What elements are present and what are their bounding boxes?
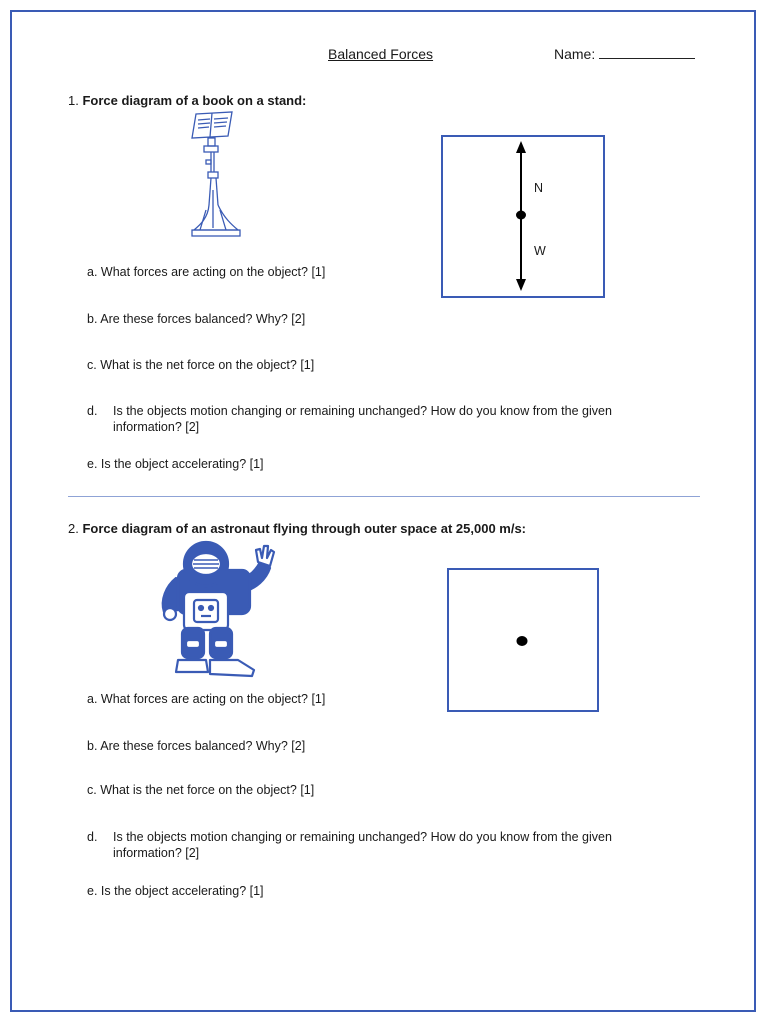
s1-qd-text-cont: information? [2] [113,420,200,434]
s1-question-c [87,357,314,373]
section-divider [68,496,700,497]
object-dot-1 [516,211,526,220]
s2-qc-label: c. [87,783,97,797]
s1-question-b [87,311,305,327]
s1-qe-text: Is the object accelerating? [1] [100,457,264,471]
astronaut-icon [156,540,280,682]
s1-qa-label: a. [87,265,98,279]
s2-qd-label: d. [87,830,98,844]
worksheet-title: Balanced Forces [328,46,434,62]
s1-qb-text: Are these forces balanced? Why? [2] [100,312,306,326]
s2-qc-text: What is the net force on the object? [1] [100,783,315,797]
s1-question-e [87,456,264,472]
s2-question-d [87,829,687,861]
s1-qb-label: b. [87,312,98,326]
s1-qa-text: What forces are acting on the object? [1] [100,265,326,279]
s1-question-a [87,264,325,280]
object-dot-2 [517,636,528,646]
s2-qb-label: b. [87,739,98,753]
s2-qd-text-cont: information? [2] [113,846,200,860]
s2-qa-label: a. [87,692,98,706]
force-diagram-2-canvas [449,570,596,709]
section1-number: 1. [68,93,79,108]
force-diagram-box-2[interactable] [447,568,599,712]
page-border [10,10,756,1012]
s2-qa-text: What forces are acting on the object? [1] [100,692,326,706]
normal-force-label: N [534,181,544,195]
s2-question-c [87,782,314,798]
s2-qd-text: Is the objects motion changing or remaining unchanged? How do you know from the given [113,830,612,844]
s2-qb-text: Are these forces balanced? Why? [2] [100,739,306,753]
s2-qe-label: e. [87,884,98,898]
s1-qe-label: e. [87,457,98,471]
s2-question-b [87,738,305,754]
up-arrowhead [516,141,526,153]
s1-qd-label: d. [87,404,98,418]
s2-qe-text: Is the object accelerating? [1] [100,884,264,898]
s1-question-d [87,403,687,435]
s1-qc-label: c. [87,358,97,372]
s2-question-e [87,883,264,899]
section1-heading [68,93,306,108]
s2-question-a [87,691,325,707]
name-field[interactable] [554,46,695,62]
section2-number: 2. [68,521,79,536]
book-stand-icon [186,110,246,242]
name-label: Name: [554,46,596,62]
s1-qd-text: Is the objects motion changing or remaining unchanged? How do you know from the given [113,404,612,418]
weight-force-label: W [534,244,546,258]
s1-qc-text: What is the net force on the object? [1] [100,358,315,372]
section2-heading-text: Force diagram of an astronaut flying through outer space at 25,000 m/s: [82,521,527,536]
force-diagram-box-1[interactable] [441,135,605,298]
name-blank-line[interactable] [599,46,695,59]
section1-heading-text: Force diagram of a book on a stand: [82,93,307,108]
down-arrowhead [516,279,526,291]
section2-heading [68,521,526,536]
force-arrows-1 [443,137,602,295]
